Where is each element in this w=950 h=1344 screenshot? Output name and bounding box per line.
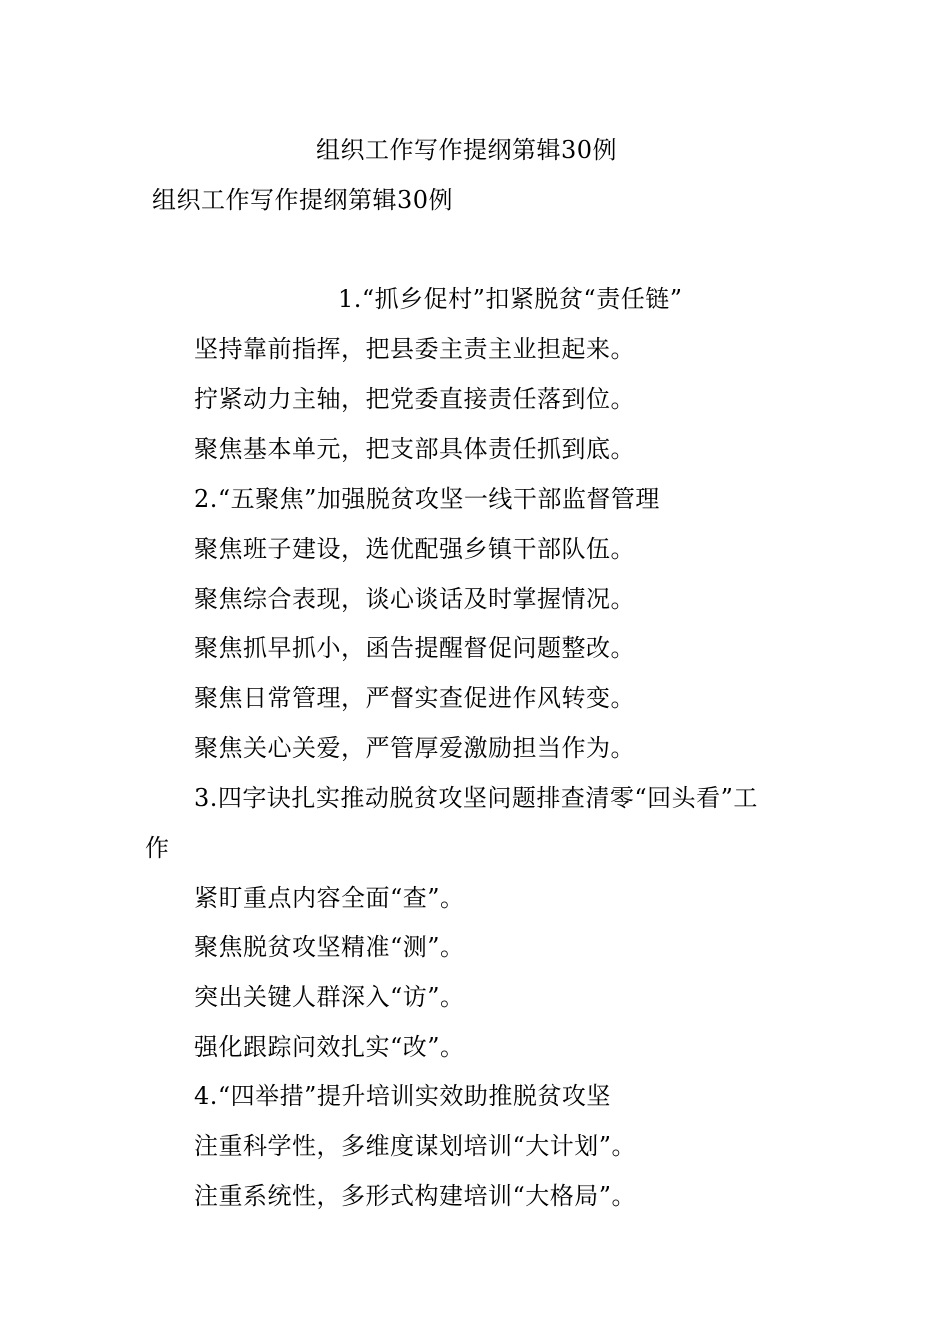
section-3-item-4: 强化跟踪问效扎实“改”。 — [194, 1033, 465, 1061]
section-3-heading-line-1: 3.四字诀扎实推动脱贫攻坚问题排查清零“回头看”工 — [194, 784, 758, 812]
section-2-item-5: 聚焦关心关爱，严管厚爱激励担当作为。 — [194, 734, 635, 762]
section-3-heading-line-2: 作 — [145, 834, 170, 862]
section-3-item-1: 紧盯重点内容全面“查”。 — [194, 884, 465, 912]
section-2-heading: 2.“五聚焦”加强脱贫攻坚一线干部监督管理 — [194, 485, 660, 513]
document-title: 组织工作写作提纲第辑30例 — [316, 136, 618, 164]
section-1-item-1: 坚持靠前指挥，把县委主责主业担起来。 — [194, 335, 635, 363]
section-4-heading: 4.“四举措”提升培训实效助推脱贫攻坚 — [194, 1082, 611, 1110]
document-subtitle: 组织工作写作提纲第辑30例 — [152, 186, 454, 214]
section-1-item-2: 拧紧动力主轴，把党委直接责任落到位。 — [194, 385, 635, 413]
section-2-item-3: 聚焦抓早抓小，函告提醒督促问题整改。 — [194, 634, 635, 662]
section-2-item-1: 聚焦班子建设，选优配强乡镇干部队伍。 — [194, 535, 635, 563]
section-3-item-2: 聚焦脱贫攻坚精准“测”。 — [194, 933, 465, 961]
section-2-item-2: 聚焦综合表现，谈心谈话及时掌握情况。 — [194, 585, 635, 613]
section-4-item-1: 注重科学性，多维度谋划培训“大计划”。 — [194, 1132, 637, 1160]
section-3-item-3: 突出关键人群深入“访”。 — [194, 983, 465, 1011]
section-4-item-2: 注重系统性，多形式构建培训“大格局”。 — [194, 1182, 637, 1210]
section-2-item-4: 聚焦日常管理，严督实查促进作风转变。 — [194, 684, 635, 712]
section-1-heading: 1.“抓乡促村”扣紧脱贫“责任链” — [338, 285, 683, 313]
section-1-item-3: 聚焦基本单元，把支部具体责任抓到底。 — [194, 435, 635, 463]
